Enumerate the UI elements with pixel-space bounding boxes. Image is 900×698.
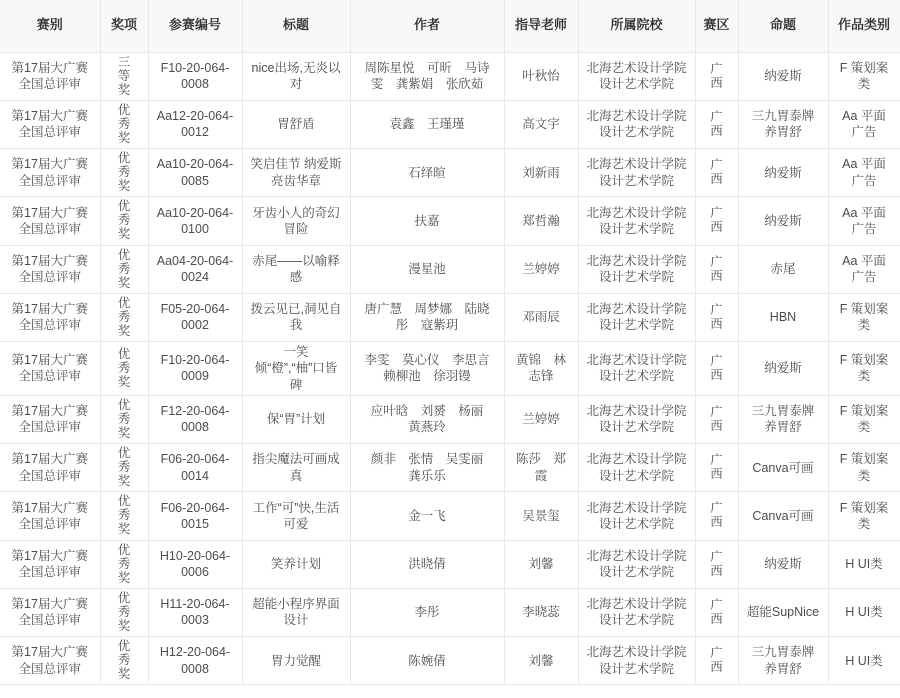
- cell-zuozhe: [350, 444, 504, 492]
- cell-text-jiangxiang: 优秀奖: [117, 346, 131, 389]
- cell-text-laoshi: 刘馨: [528, 653, 554, 668]
- cell-biaoti: [242, 245, 350, 293]
- cell-biaoti: [242, 588, 350, 636]
- cell-zuozhe: [350, 540, 504, 588]
- cell-saiqu: [695, 245, 738, 293]
- cell-biaoti: [242, 492, 350, 540]
- cell-text-mingti: 纳爱斯: [764, 557, 802, 571]
- cell-text-yuanxiao: 北海艺术设计学院设计艺术学院: [586, 302, 687, 333]
- cell-text-biaoti: 牙齿小人的奇幻冒险: [252, 205, 340, 236]
- cell-text-saiqu: 广西: [710, 597, 723, 626]
- cell-text-jiangxiang: 优秀奖: [117, 199, 131, 242]
- cell-yuanxiao: [578, 100, 695, 148]
- cell-saibie: [0, 492, 100, 540]
- cell-bianhao: [148, 293, 242, 341]
- cell-zuozhe: [350, 149, 504, 197]
- column-header-biaoti: 标题: [242, 0, 350, 52]
- cell-text-saiqu: 广西: [710, 353, 723, 382]
- cell-saiqu: [695, 293, 738, 341]
- column-header-leibie: 作品类别: [828, 0, 900, 52]
- cell-text-saibie: 第17届大广赛全国总评审: [11, 452, 88, 483]
- cell-text-laoshi: 叶秋怡: [522, 69, 560, 83]
- column-header-saibie: 赛别: [0, 0, 100, 52]
- column-header-zuozhe: 作者: [350, 0, 504, 52]
- cell-text-laoshi: 兰婷婷: [522, 412, 560, 427]
- cell-text-bianhao: F05-20-064-0002: [160, 302, 230, 333]
- cell-text-biaoti: 拨云见已,洞见自我: [250, 302, 342, 333]
- cell-bianhao: [148, 540, 242, 588]
- cell-saiqu: [695, 342, 738, 396]
- cell-text-jiangxiang: 优秀奖: [117, 446, 131, 488]
- cell-saiqu: [695, 52, 738, 100]
- cell-text-mingti: 三九胃泰牌养胃舒: [751, 404, 815, 435]
- cell-saibie: [0, 245, 100, 293]
- cell-text-yuanxiao: 北海艺术设计学院设计艺术学院: [586, 404, 687, 435]
- cell-text-leibie: Aa 平面广告: [842, 205, 886, 236]
- cell-zuozhe: [350, 342, 504, 396]
- column-header-mingti: 命题: [738, 0, 828, 52]
- cell-text-mingti: HBN: [769, 310, 797, 325]
- cell-saiqu: [695, 197, 738, 245]
- cell-text-leibie: Aa 平面广告: [842, 109, 886, 140]
- cell-text-saibie: 第17届大广赛全国总评审: [11, 500, 88, 531]
- cell-text-zuozhe: 漫星池: [408, 262, 446, 276]
- cell-biaoti: [242, 342, 350, 396]
- cell-saibie: [0, 444, 100, 492]
- cell-saiqu: [695, 637, 738, 685]
- column-header-jiangxiang: 奖项: [100, 0, 148, 52]
- cell-text-jiangxiang: 优秀奖: [117, 542, 131, 585]
- cell-yuanxiao: [578, 637, 695, 685]
- cell-text-mingti: 三九胃泰牌养胃舒: [751, 109, 815, 140]
- cell-laoshi: [504, 342, 578, 396]
- cell-text-mingti: 三九胃泰牌养胃舒: [751, 645, 815, 676]
- cell-text-saibie: 第17届大广赛全国总评审: [11, 404, 88, 435]
- cell-text-zuozhe: 金一飞: [408, 508, 446, 523]
- cell-yuanxiao: [578, 492, 695, 540]
- cell-text-saiqu: 广西: [710, 646, 723, 674]
- cell-jiangxiang: [100, 395, 148, 443]
- cell-saibie: [0, 342, 100, 396]
- cell-zuozhe: [350, 492, 504, 540]
- table-row: [0, 100, 900, 148]
- cell-text-bianhao: Aa04-20-064-0024: [156, 253, 234, 285]
- cell-text-zuozhe: 洪晓倩: [408, 557, 446, 571]
- cell-mingti: [738, 342, 828, 396]
- cell-text-biaoti: 胃力觉醒: [270, 653, 321, 668]
- cell-text-yuanxiao: 北海艺术设计学院设计艺术学院: [586, 353, 687, 384]
- cell-biaoti: [242, 100, 350, 148]
- cell-text-jiangxiang: 优秀奖: [117, 639, 131, 681]
- cell-laoshi: [504, 293, 578, 341]
- cell-text-bianhao: H10-20-064-0006: [159, 548, 231, 580]
- cell-text-saiqu: 广西: [710, 501, 723, 530]
- cell-bianhao: [148, 588, 242, 636]
- cell-jiangxiang: [100, 637, 148, 685]
- cell-yuanxiao: [578, 444, 695, 492]
- cell-laoshi: [504, 100, 578, 148]
- cell-yuanxiao: [578, 52, 695, 100]
- cell-text-jiangxiang: 优秀奖: [117, 494, 131, 537]
- cell-text-zuozhe: 李彤: [414, 605, 440, 620]
- cell-leibie: [828, 637, 900, 685]
- table-body: [0, 52, 900, 685]
- cell-leibie: [828, 100, 900, 148]
- cell-text-yuanxiao: 北海艺术设计学院设计艺术学院: [586, 500, 687, 531]
- cell-text-saiqu: 广西: [710, 254, 723, 283]
- cell-yuanxiao: [578, 293, 695, 341]
- cell-yuanxiao: [578, 588, 695, 636]
- cell-text-saiqu: 广西: [710, 453, 723, 481]
- cell-text-saibie: 第17届大广赛全国总评审: [11, 353, 88, 384]
- cell-text-zuozhe: 周陈星悦 可昕 马诗雯 龚紫娟 张欣茹: [364, 60, 490, 92]
- cell-biaoti: [242, 540, 350, 588]
- cell-leibie: [828, 245, 900, 293]
- cell-text-yuanxiao: 北海艺术设计学院设计艺术学院: [586, 60, 687, 92]
- cell-text-biaoti: 工作“可”快,生活可爱: [252, 500, 340, 531]
- cell-text-laoshi: 刘馨: [528, 557, 554, 571]
- cell-jiangxiang: [100, 342, 148, 396]
- cell-text-saibie: 第17届大广赛全国总评审: [11, 597, 88, 628]
- cell-text-saibie: 第17届大广赛全国总评审: [11, 157, 88, 188]
- cell-text-biaoti: 笑启佳节 纳爱斯亮齿华章: [250, 157, 342, 188]
- cell-leibie: [828, 588, 900, 636]
- cell-text-yuanxiao: 北海艺术设计学院设计艺术学院: [586, 597, 687, 628]
- cell-leibie: [828, 342, 900, 396]
- cell-saiqu: [695, 395, 738, 443]
- cell-mingti: [738, 293, 828, 341]
- cell-saibie: [0, 540, 100, 588]
- cell-text-bianhao: F06-20-064-0015: [160, 500, 230, 531]
- cell-text-saiqu: 广西: [710, 549, 723, 578]
- cell-yuanxiao: [578, 342, 695, 396]
- cell-text-biaoti: 笑养计划: [270, 557, 321, 571]
- cell-text-yuanxiao: 北海艺术设计学院设计艺术学院: [586, 548, 687, 580]
- cell-zuozhe: [350, 293, 504, 341]
- cell-mingti: [738, 588, 828, 636]
- cell-saiqu: [695, 444, 738, 492]
- cell-text-jiangxiang: 优秀奖: [117, 151, 131, 193]
- cell-text-yuanxiao: 北海艺术设计学院设计艺术学院: [586, 645, 687, 676]
- cell-zuozhe: [350, 100, 504, 148]
- cell-saiqu: [695, 540, 738, 588]
- cell-leibie: [828, 197, 900, 245]
- column-header-bianhao: 参赛编号: [148, 0, 242, 52]
- cell-saibie: [0, 52, 100, 100]
- cell-jiangxiang: [100, 149, 148, 197]
- cell-bianhao: [148, 245, 242, 293]
- table-row: [0, 540, 900, 588]
- cell-text-biaoti: nice出场,无炎以对: [251, 60, 341, 92]
- column-header-yuanxiao: 所属院校: [578, 0, 695, 52]
- table-row: [0, 52, 900, 100]
- cell-text-leibie: H UI类: [845, 557, 883, 571]
- cell-text-zuozhe: 应叶晗 刘赟 杨丽 黄燕玲: [370, 404, 496, 435]
- cell-text-biaoti: 指尖魔法可画成真: [252, 452, 340, 483]
- cell-mingti: [738, 52, 828, 100]
- cell-zuozhe: [350, 637, 504, 685]
- cell-saibie: [0, 293, 100, 341]
- table-row: [0, 492, 900, 540]
- cell-text-bianhao: F10-20-064-0009: [160, 353, 230, 384]
- cell-text-saibie: 第17届大广赛全国总评审: [11, 253, 88, 285]
- cell-laoshi: [504, 540, 578, 588]
- cell-text-jiangxiang: 优秀奖: [117, 590, 131, 633]
- cell-text-saiqu: 广西: [710, 109, 723, 138]
- table-row: [0, 293, 900, 341]
- cell-text-leibie: F 策划案类: [839, 353, 889, 384]
- cell-mingti: [738, 444, 828, 492]
- cell-leibie: [828, 293, 900, 341]
- cell-leibie: [828, 149, 900, 197]
- table-header: [0, 0, 900, 52]
- cell-text-yuanxiao: 北海艺术设计学院设计艺术学院: [586, 157, 687, 188]
- cell-jiangxiang: [100, 100, 148, 148]
- cell-text-leibie: H UI类: [845, 653, 883, 668]
- cell-text-biaoti: 保“胃”计划: [266, 412, 326, 427]
- cell-text-saibie: 第17届大广赛全国总评审: [11, 302, 88, 333]
- cell-mingti: [738, 637, 828, 685]
- cell-text-saiqu: 广西: [710, 302, 723, 331]
- cell-zuozhe: [350, 52, 504, 100]
- cell-zuozhe: [350, 245, 504, 293]
- cell-text-yuanxiao: 北海艺术设计学院设计艺术学院: [586, 205, 687, 236]
- cell-text-zuozhe: 唐广慧 周梦娜 陆晓彤 寇紫玥: [364, 302, 490, 333]
- cell-jiangxiang: [100, 52, 148, 100]
- cell-leibie: [828, 444, 900, 492]
- cell-text-zuozhe: 颜非 张情 吴雯丽 龚乐乐: [370, 452, 496, 483]
- cell-text-mingti: 纳爱斯: [764, 361, 802, 376]
- cell-text-biaoti: 胃舒盾: [277, 117, 315, 132]
- cell-text-laoshi: 兰婷婷: [522, 262, 560, 276]
- cell-saibie: [0, 588, 100, 636]
- cell-text-laoshi: 陈莎 郑霞: [515, 452, 566, 483]
- cell-zuozhe: [350, 588, 504, 636]
- cell-text-jiangxiang: 三等奖: [117, 54, 131, 97]
- cell-laoshi: [504, 588, 578, 636]
- cell-biaoti: [242, 149, 350, 197]
- cell-text-laoshi: 刘新雨: [522, 165, 560, 180]
- cell-yuanxiao: [578, 197, 695, 245]
- cell-mingti: [738, 245, 828, 293]
- cell-text-leibie: F 策划案类: [839, 452, 889, 483]
- cell-text-mingti: 赤尾: [770, 262, 796, 276]
- table-row: [0, 637, 900, 685]
- cell-leibie: [828, 540, 900, 588]
- cell-jiangxiang: [100, 588, 148, 636]
- cell-laoshi: [504, 245, 578, 293]
- cell-text-bianhao: H12-20-064-0008: [159, 645, 231, 676]
- cell-zuozhe: [350, 395, 504, 443]
- cell-text-biaoti: 赤尾——以喻释感: [252, 253, 340, 285]
- cell-jiangxiang: [100, 245, 148, 293]
- cell-text-bianhao: F12-20-064-0008: [160, 404, 230, 435]
- cell-text-zuozhe: 陈婉倩: [408, 653, 446, 668]
- table-row: [0, 245, 900, 293]
- cell-biaoti: [242, 637, 350, 685]
- cell-bianhao: [148, 52, 242, 100]
- cell-text-laoshi: 吴景玺: [522, 508, 560, 523]
- cell-text-leibie: F 策划案类: [839, 60, 889, 92]
- cell-biaoti: [242, 395, 350, 443]
- cell-biaoti: [242, 197, 350, 245]
- cell-text-laoshi: 黄锦 林志锋: [515, 353, 566, 384]
- cell-saibie: [0, 395, 100, 443]
- cell-laoshi: [504, 149, 578, 197]
- cell-text-yuanxiao: 北海艺术设计学院设计艺术学院: [586, 253, 687, 285]
- table-row: [0, 149, 900, 197]
- cell-jiangxiang: [100, 492, 148, 540]
- cell-text-leibie: H UI类: [845, 605, 883, 620]
- cell-text-laoshi: 李晓蕊: [522, 605, 560, 620]
- cell-bianhao: [148, 149, 242, 197]
- cell-text-mingti: 纳爱斯: [764, 165, 802, 180]
- cell-jiangxiang: [100, 293, 148, 341]
- cell-text-mingti: Canva可画: [752, 460, 814, 475]
- cell-text-leibie: Aa 平面广告: [842, 157, 886, 188]
- cell-text-jiangxiang: 优秀奖: [117, 397, 131, 440]
- cell-mingti: [738, 492, 828, 540]
- cell-saiqu: [695, 588, 738, 636]
- cell-text-laoshi: 邓雨辰: [522, 310, 560, 325]
- cell-bianhao: [148, 395, 242, 443]
- cell-bianhao: [148, 342, 242, 396]
- cell-text-bianhao: Aa10-20-064-0100: [156, 205, 234, 236]
- cell-jiangxiang: [100, 540, 148, 588]
- table-row: [0, 342, 900, 396]
- cell-mingti: [738, 100, 828, 148]
- cell-text-zuozhe: 李雯 莫心仪 李思言 赖柳池 徐羽镘: [364, 353, 503, 384]
- cell-biaoti: [242, 52, 350, 100]
- cell-saibie: [0, 637, 100, 685]
- cell-text-saibie: 第17届大广赛全国总评审: [11, 109, 88, 140]
- cell-jiangxiang: [100, 197, 148, 245]
- cell-mingti: [738, 149, 828, 197]
- cell-saiqu: [695, 492, 738, 540]
- cell-text-jiangxiang: 优秀奖: [117, 247, 131, 290]
- cell-text-laoshi: 高文宇: [522, 117, 560, 132]
- cell-text-bianhao: Aa10-20-064-0085: [156, 157, 234, 188]
- cell-text-mingti: 纳爱斯: [764, 69, 802, 83]
- cell-text-jiangxiang: 优秀奖: [117, 295, 131, 338]
- cell-text-bianhao: F10-20-064-0008: [160, 60, 230, 92]
- cell-mingti: [738, 540, 828, 588]
- cell-text-leibie: F 策划案类: [839, 404, 889, 435]
- cell-saibie: [0, 149, 100, 197]
- table-row: [0, 395, 900, 443]
- cell-text-saiqu: 广西: [710, 61, 723, 90]
- cell-mingti: [738, 197, 828, 245]
- cell-saibie: [0, 100, 100, 148]
- cell-bianhao: [148, 444, 242, 492]
- cell-text-laoshi: 郑哲瀚: [522, 213, 560, 228]
- cell-yuanxiao: [578, 149, 695, 197]
- cell-biaoti: [242, 444, 350, 492]
- cell-leibie: [828, 52, 900, 100]
- table-row: [0, 197, 900, 245]
- cell-text-zuozhe: 扶嘉: [414, 213, 440, 228]
- cell-text-saiqu: 广西: [710, 206, 723, 235]
- cell-yuanxiao: [578, 540, 695, 588]
- cell-text-saibie: 第17届大广赛全国总评审: [11, 645, 88, 676]
- cell-text-leibie: F 策划案类: [839, 302, 889, 333]
- cell-biaoti: [242, 293, 350, 341]
- cell-saiqu: [695, 100, 738, 148]
- cell-text-zuozhe: 袁鑫 王瑾瑾: [389, 117, 465, 132]
- cell-leibie: [828, 492, 900, 540]
- cell-text-mingti: Canva可画: [752, 508, 814, 523]
- cell-bianhao: [148, 197, 242, 245]
- cell-zuozhe: [350, 197, 504, 245]
- cell-bianhao: [148, 100, 242, 148]
- cell-leibie: [828, 395, 900, 443]
- cell-text-saiqu: 广西: [710, 404, 723, 433]
- cell-text-mingti: 纳爱斯: [764, 213, 802, 228]
- cell-yuanxiao: [578, 245, 695, 293]
- table-header-row: [0, 0, 900, 52]
- cell-text-bianhao: H11-20-064-0003: [160, 597, 230, 628]
- cell-text-saibie: 第17届大广赛全国总评审: [11, 60, 88, 92]
- cell-jiangxiang: [100, 444, 148, 492]
- cell-text-yuanxiao: 北海艺术设计学院设计艺术学院: [586, 452, 687, 483]
- cell-yuanxiao: [578, 395, 695, 443]
- table-row: [0, 444, 900, 492]
- cell-text-biaoti: 超能小程序界面设计: [252, 597, 340, 628]
- cell-text-yuanxiao: 北海艺术设计学院设计艺术学院: [586, 109, 687, 140]
- cell-text-saibie: 第17届大广赛全国总评审: [11, 548, 88, 580]
- cell-text-saiqu: 广西: [710, 158, 723, 186]
- cell-text-mingti: 超能SupNice: [746, 605, 820, 620]
- cell-bianhao: [148, 492, 242, 540]
- cell-text-biaoti: 一笑倾“橙”,“柚”口皆碑: [254, 345, 338, 392]
- table-row: [0, 588, 900, 636]
- cell-text-leibie: F 策划案类: [839, 500, 889, 531]
- column-header-saiqu: 赛区: [695, 0, 738, 52]
- cell-laoshi: [504, 197, 578, 245]
- cell-laoshi: [504, 637, 578, 685]
- cell-laoshi: [504, 52, 578, 100]
- cell-saibie: [0, 197, 100, 245]
- cell-text-jiangxiang: 优秀奖: [117, 102, 131, 145]
- cell-text-leibie: Aa 平面广告: [842, 253, 886, 285]
- cell-saiqu: [695, 149, 738, 197]
- column-header-laoshi: 指导老师: [504, 0, 578, 52]
- cell-text-zuozhe: 石绎暄: [408, 165, 446, 180]
- cell-bianhao: [148, 637, 242, 685]
- cell-laoshi: [504, 395, 578, 443]
- cell-text-saibie: 第17届大广赛全国总评审: [11, 205, 88, 236]
- cell-laoshi: [504, 492, 578, 540]
- cell-text-bianhao: Aa12-20-064-0012: [156, 109, 234, 140]
- cell-text-bianhao: F06-20-064-0014: [160, 452, 230, 483]
- cell-mingti: [738, 395, 828, 443]
- cell-laoshi: [504, 444, 578, 492]
